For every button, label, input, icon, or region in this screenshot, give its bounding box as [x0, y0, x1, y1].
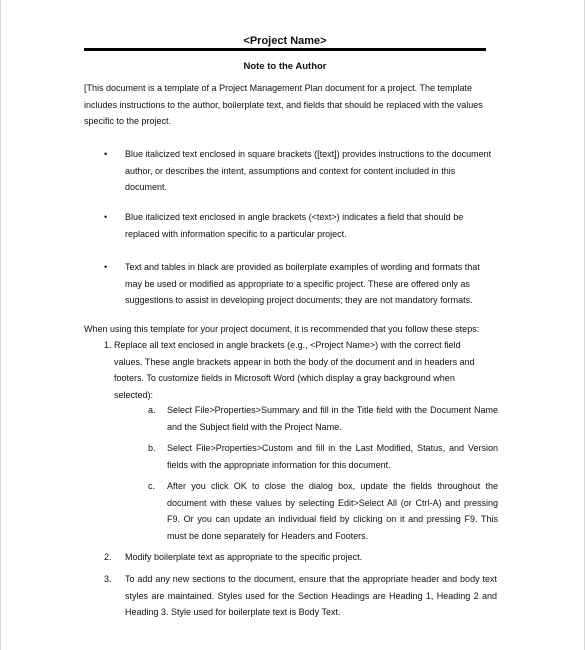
step-3-text: To add any new sections to the document, ensure that the appropriate header and body text styles are maintained. Styles used for the Section Headings are Heading 1, Heading 2 and Heading 3. Style used for boilerplate text is Body Text. [125, 574, 497, 617]
title-rule [84, 48, 486, 51]
step-number-3: 3. [104, 574, 112, 584]
steps-intro: When using this template for your project document, it is recommended that you follow these steps: [84, 324, 480, 334]
step-2-text: Modify boilerplate text as appropriate to the specific project. [125, 552, 363, 562]
intro-paragraph: [This document is a template of a Project Management Plan document for a project. The template includes instructions to the author, boilerplate text, and fields that should be replaced with the values specific to the project. [84, 83, 483, 126]
step-1-text: Replace all text enclosed in angle brackets (e.g., <Project Name>) with the correct field values. These angle brackets appear in both the body of the document and in headers and footers. To customize fields in Microsoft Word (which display a gray background when selected): [114, 340, 475, 400]
note-heading: Note to the Author [243, 61, 327, 72]
substep-letter-a: a. [148, 405, 156, 415]
bullet-item-2: Blue italicized text enclosed in angle brackets (<text>) indicates a field that should be replaced with information specific to a particular project. [125, 212, 464, 239]
bullet-item-3: Text and tables in black are provided as boilerplate examples of wording and formats that may be used or modified as appropriate to a specific project. These are offered only as suggestions to assist in developing project documents; they are not mandatory formats. [125, 262, 480, 305]
substep-a-text: Select File>Properties>Summary and fill in the Title field with the Document Name and the Subject field with the Project Name. [167, 405, 498, 432]
page-border-left [0, 0, 1, 650]
step-number-1: 1. [104, 340, 112, 350]
bullet-icon: • [104, 212, 108, 222]
substep-c-text: After you click OK to close the dialog box, update the fields throughout the document with these values by selecting Edit>Select All (or Ctrl-A) and pressing F9. Or you can update an individual field by clicking on it and pressing F9. This must be done separately for Headers and Footers. [167, 481, 498, 541]
bullet-icon: • [104, 262, 108, 272]
bullet-item-1: Blue italicized text enclosed in square brackets ([text]) provides instructions to the document author, or describes the intent, assumptions and context for content included in this document. [125, 149, 492, 192]
substep-b-text: Select File>Properties>Custom and fill in the Last Modified, Status, and Version fields with the appropriate information for this document. [167, 443, 498, 470]
bullet-icon: • [104, 149, 108, 159]
substep-letter-c: c. [148, 481, 156, 491]
step-number-2: 2. [104, 552, 112, 562]
substep-letter-b: b. [148, 443, 156, 453]
document-title: <Project Name> [243, 35, 327, 47]
